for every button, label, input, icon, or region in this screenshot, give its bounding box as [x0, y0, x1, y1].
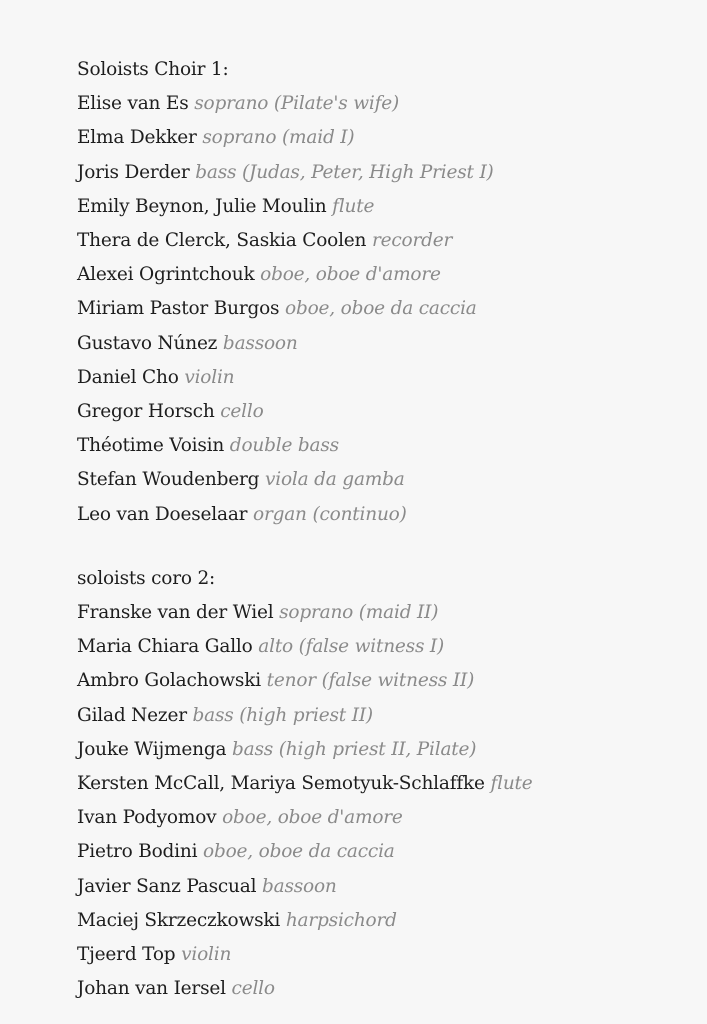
performer-entry — [77, 835, 687, 869]
performer-name: Théotime Voisin — [77, 435, 225, 457]
performer-name: Elma Dekker — [77, 127, 197, 149]
performer-name: Johan van Iersel — [77, 978, 226, 1000]
performer-entry — [77, 630, 687, 664]
performer-name: Javier Sanz Pascual — [77, 875, 257, 897]
performer-name: Maria Chiara Gallo — [77, 636, 253, 658]
performer-role: bass (high priest II, Pilate) — [232, 738, 477, 760]
performer-entry — [77, 87, 687, 121]
performer-role: tenor (false witness II) — [266, 670, 475, 692]
performer-name: Gustavo Núnez — [77, 332, 218, 354]
performer-entry — [77, 870, 687, 904]
performer-role: soprano (Pilate's wife) — [194, 93, 400, 115]
performer-entry — [77, 801, 687, 835]
performer-name: Joris Derder — [77, 161, 190, 183]
performer-role: flute — [490, 773, 533, 795]
performer-name: Ivan Podyomov — [77, 807, 217, 829]
performer-name: Tjeerd Top — [77, 944, 176, 966]
performer-entry — [77, 224, 687, 258]
performer-role: bassoon — [261, 875, 337, 897]
performer-entry — [77, 258, 687, 292]
performer-entry — [77, 904, 687, 938]
performer-entry — [77, 733, 687, 767]
performer-role: recorder — [371, 230, 453, 252]
performer-role: oboe, oboe d'amore — [222, 807, 403, 829]
performer-name: Stefan Woudenberg — [77, 469, 260, 491]
performer-name: Gilad Nezer — [77, 704, 187, 726]
performer-role: double bass — [229, 435, 339, 457]
performer-name: Kersten McCall, Mariya Semotyuk-Schlaffke — [77, 773, 485, 795]
performer-entry — [77, 292, 687, 326]
performer-entry — [77, 361, 687, 395]
performer-name: Alexei Ogrintchouk — [77, 264, 255, 286]
performer-entry — [77, 596, 687, 630]
performer-role: soprano (maid II) — [279, 602, 439, 624]
performer-entry — [77, 327, 687, 361]
performer-role: harpsichord — [285, 909, 397, 931]
performer-role: viola da gamba — [265, 469, 405, 491]
performer-entry — [77, 190, 687, 224]
performer-role: bass (Judas, Peter, High Priest I) — [195, 161, 494, 183]
performer-name: Elise van Es — [77, 93, 189, 115]
performer-name: Leo van Doeselaar — [77, 503, 248, 525]
performer-entry — [77, 938, 687, 972]
performer-entry — [77, 972, 687, 1006]
performer-role: soprano (maid I) — [202, 127, 355, 149]
performer-entry — [77, 699, 687, 733]
performer-role: oboe, oboe da caccia — [203, 841, 395, 863]
performer-role: cello — [231, 978, 275, 1000]
performer-entry — [77, 121, 687, 155]
performer-entry — [77, 463, 687, 497]
section-coro-2 — [77, 562, 687, 1007]
performer-entry — [77, 664, 687, 698]
performer-name: Thera de Clerck, Saskia Coolen — [77, 230, 367, 252]
performer-role: flute — [332, 195, 375, 217]
performer-name: Ambro Golachowski — [77, 670, 261, 692]
performer-name: Jouke Wijmenga — [77, 738, 227, 760]
performer-role: oboe, oboe d'amore — [260, 264, 441, 286]
performer-entry — [77, 429, 687, 463]
performer-name: Daniel Cho — [77, 366, 179, 388]
performer-name: Franske van der Wiel — [77, 602, 274, 624]
performer-name: Gregor Horsch — [77, 401, 215, 423]
performer-name: Emily Beynon, Julie Moulin — [77, 195, 327, 217]
performer-entry — [77, 395, 687, 429]
performer-role: oboe, oboe da caccia — [285, 298, 477, 320]
performer-name: Maciej Skrzeczkowski — [77, 909, 281, 931]
performer-entry — [77, 767, 687, 801]
performer-role: organ (continuo) — [253, 503, 407, 525]
performer-role: violin — [184, 366, 235, 388]
performer-name: Miriam Pastor Burgos — [77, 298, 280, 320]
section-heading: Soloists Choir 1: — [77, 59, 229, 80]
performer-role: bass (high priest II) — [192, 704, 373, 726]
section-choir-1 — [77, 53, 687, 532]
performer-name: Pietro Bodini — [77, 841, 198, 863]
performer-role: cello — [220, 401, 264, 423]
performer-role: violin — [181, 944, 232, 966]
section-heading: soloists coro 2: — [77, 567, 216, 589]
performer-role: bassoon — [222, 332, 298, 354]
performer-entry — [77, 498, 687, 532]
performer-entry — [77, 156, 687, 190]
performer-role: alto (false witness I) — [258, 636, 445, 658]
